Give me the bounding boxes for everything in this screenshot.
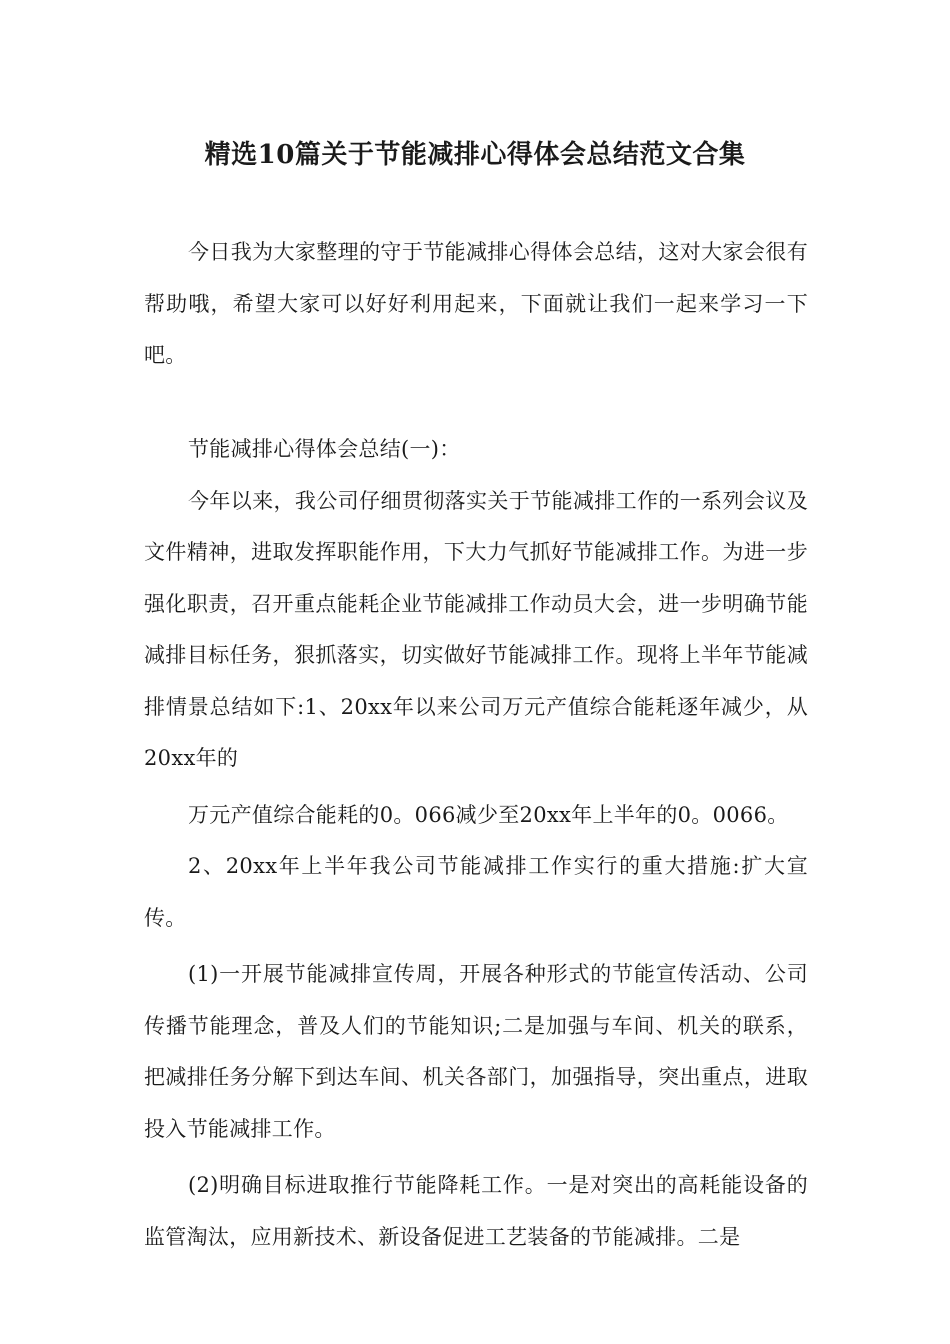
paragraph-5: (2)明确目标进取推行节能降耗工作。一是对突出的高耗能设备的监管淘汰，应用新技术、新设备促进工艺装备的节能减排。二是 [144,1173,808,1249]
paragraph-3: 2、20xx年上半年我公司节能减排工作实行的重大措施:扩大宣传。 [144,854,808,930]
section-one [144,424,808,1263]
document-title: 精选10篇关于节能减排心得体会总结范文合集 [204,140,746,170]
paragraph-1: 今年以来，我公司仔细贯彻落实关于节能减排工作的一系列会议及文件精神，进取发挥职能作用，下大力气抓好节能减排工作。为进一步强化职责，召开重点能耗企业节能减排工作动员大会，进一步明确节能减排目标任务，狠抓落实，切实做好节能减排工作。现将上半年节能减排情景总结如下:1、20xx年以来公司万元产值综合能耗逐年减少，从20xx年的 [144,488,808,770]
section-heading: 节能减排心得体会总结(一)： [188,437,461,461]
intro-paragraph: 今日我为大家整理的守于节能减排心得体会总结，这对大家会很有帮助哦，希望大家可以好好利用起来，下面就让我们一起来学习一下吧。 [144,240,808,367]
intro-block [144,227,808,382]
paragraph-2: 万元产值综合能耗的0。066减少至20xx年上半年的0。0066。 [188,802,789,827]
paragraph-4: (1)一开展节能减排宣传周，开展各种形式的节能宣传活动、公司传播节能理念，普及人们的节能知识;二是加强与车间、机关的联系，把减排任务分解下到达车间、机关各部门，加强指导，突出重点，进取投入节能减排工作。 [144,962,808,1141]
